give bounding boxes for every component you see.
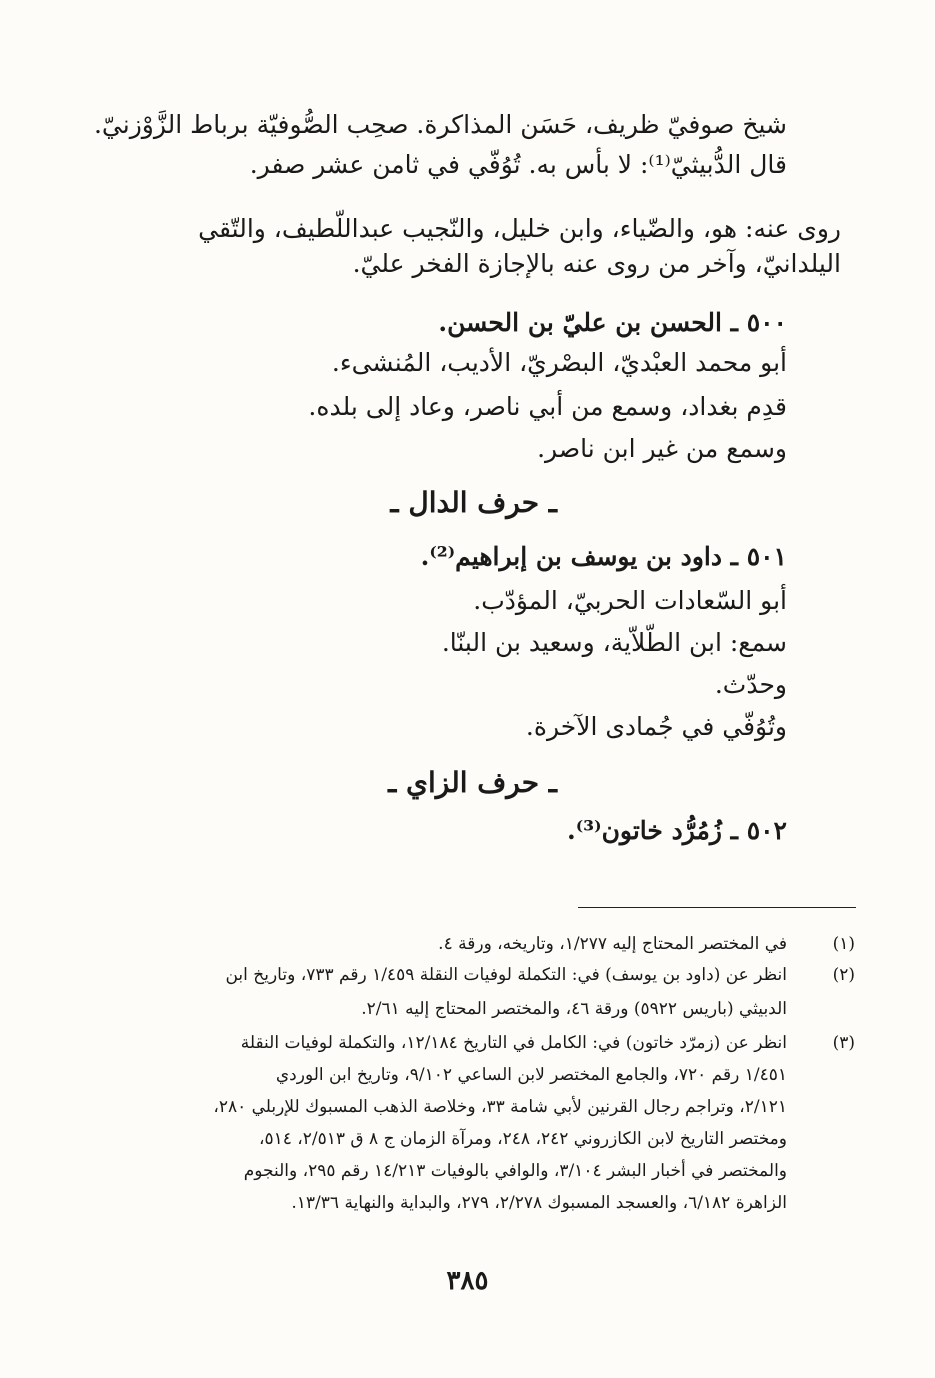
footnote-line: والمختصر في أخبار البشر ٣/١٠٤، والوافي بالوفيات ١٤/٢١٣ رقم ٢٩٥، والنجوم	[243, 1161, 787, 1181]
entry-501-line: وتُوُفّي في جُمادى الآخرة.	[525, 712, 787, 741]
footnote-line: ٢/١٢١، وتراجم رجال القرنين لأبي شامة ٣٣، وخلاصة الذهب المسبوك للإربلي ٢٨٠،	[213, 1097, 787, 1117]
entry-500-line: قدِم بغداد، وسمع من أبي ناصر، وعاد إلى بلده.	[308, 392, 787, 421]
footnote-line: الزاهرة ٦/١٨٢، والعسجد المسبوك ٢/٢٧٨، ٢٧٩، والبداية والنهاية ١٣/٣٦.	[291, 1193, 787, 1213]
footnote-line: ١/٤٥١ رقم ٧٢٠، والجامع المختصر لابن الساعي ٩/١٠٢، وتاريخ ابن الوردي	[275, 1065, 787, 1085]
body-line: اليلدانيّ، وآخر من روى عنه بالإجازة الفخر عليّ.	[352, 249, 841, 278]
body-line: قال الدُّبيثيّ⁽¹⁾: لا بأس به. تُوُفّي في ثامن عشر صفر.	[249, 150, 787, 179]
page-number: ٣٨٥	[446, 1266, 489, 1296]
entry-500-line: أبو محمد العبْديّ، البصْريّ، الأديب، المُنشىء.	[331, 348, 787, 377]
footnote-line: في المختصر المحتاج إليه ١/٢٧٧، وتاريخه، ورقة ٤.	[438, 934, 787, 954]
entry-500-heading: ٥٠٠ ـ الحسن بن عليّ بن الحسن.	[438, 308, 787, 337]
section-heading-zay: ـ حرف الزاي ـ	[388, 766, 557, 799]
footnote-separator	[578, 907, 856, 908]
entry-501-line: سمع: ابن الطّلاّية، وسعيد بن البنّا.	[441, 628, 787, 657]
entry-501-heading: ٥٠١ ـ داود بن يوسف بن إبراهيم⁽²⁾.	[420, 542, 787, 571]
entry-502-heading: ٥٠٢ ـ زُمُرُّد خاتون⁽³⁾.	[567, 816, 787, 845]
footnote-line: انظر عن (داود بن يوسف) في: التكملة لوفيات النقلة ١/٤٥٩ رقم ٧٣٣، وتاريخ ابن	[225, 965, 787, 985]
footnote-number: (٢)	[832, 965, 855, 985]
footnote-line: الدبيثي (باريس ٥٩٢٢) ورقة ٤٦، والمختصر المحتاج إليه ٢/٦١.	[361, 999, 787, 1019]
entry-501-line: وحدّث.	[714, 670, 787, 699]
footnote-number: (١)	[832, 934, 855, 954]
entry-500-line: وسمع من غير ابن ناصر.	[537, 434, 787, 463]
body-line: شيخ صوفيّ ظريف، حَسَن المذاكرة. صحِب الصُّوفيّة برباط الزَّوْزنيّ.	[93, 110, 787, 139]
footnote-number: (٣)	[832, 1033, 855, 1053]
footnote-line: انظر عن (زمرّد خاتون) في: الكامل في التاريخ ١٢/١٨٤، والتكملة لوفيات النقلة	[240, 1033, 787, 1053]
section-heading-dal: ـ حرف الدال ـ	[390, 486, 557, 519]
footnote-line: ومختصر التاريخ لابن الكازروني ٢٤٢، ٢٤٨، ومرآة الزمان ج ٨ ق ٢/٥١٣، ٥١٤،	[258, 1129, 787, 1149]
body-line: روى عنه: هو، والضّياء، وابن خليل، والنّجيب عبداللّطيف، والتّقي	[198, 214, 841, 243]
entry-501-line: أبو السّعادات الحربيّ، المؤدّب.	[473, 586, 787, 615]
